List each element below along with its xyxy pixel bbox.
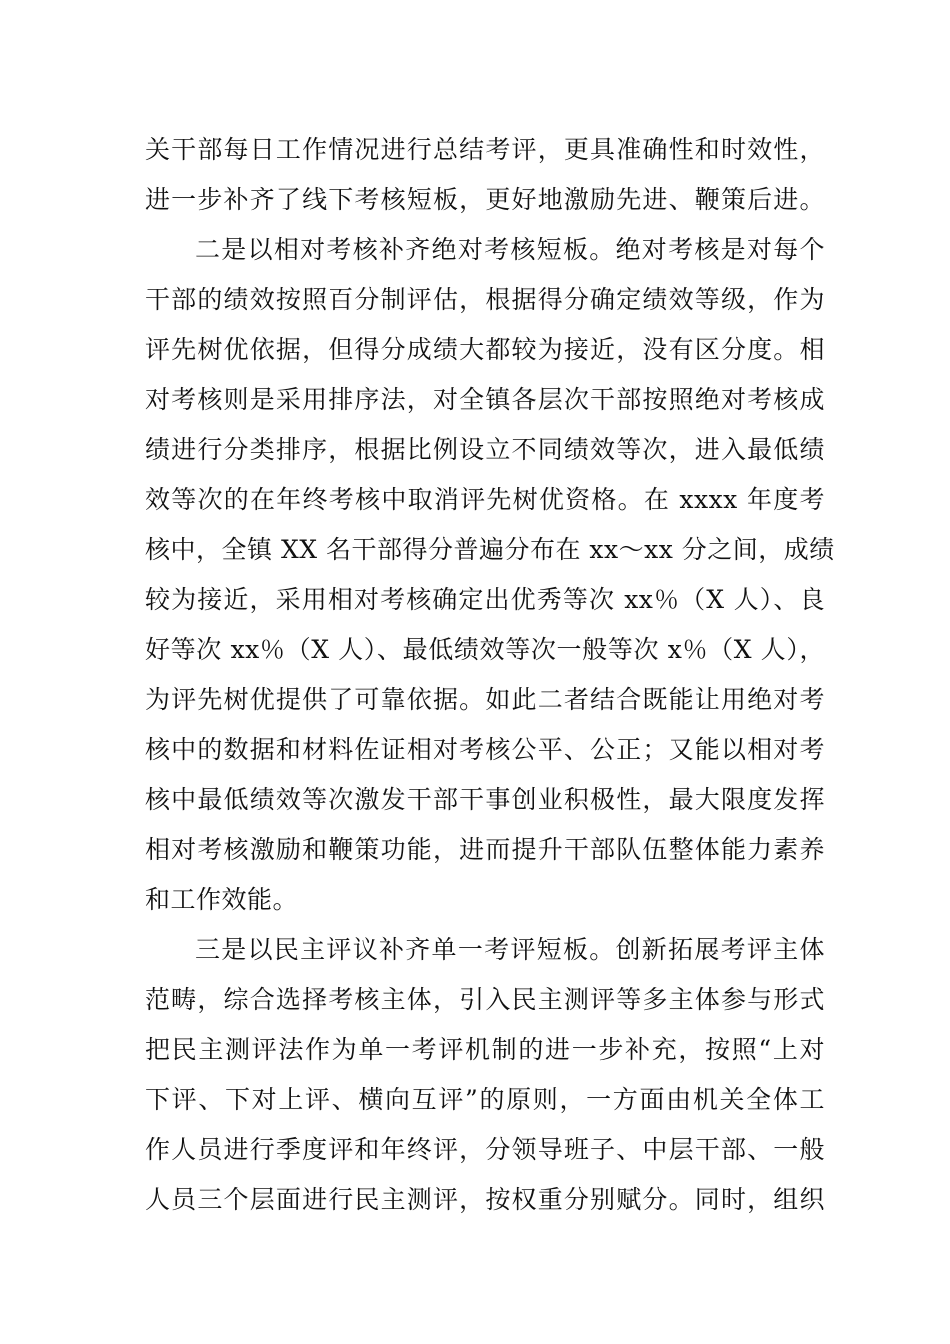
paragraph-start-line: 二是以相对考核补齐绝对考核短板。绝对考核是对每个 — [195, 235, 825, 264]
text-line: 效等次的在年终考核中取消评先树优资格。在 xxxx 年度考 — [145, 485, 825, 514]
text-line: 关干部每日工作情况进行总结考评，更具准确性和时效性， — [145, 135, 825, 164]
text-line: 下评、下对上评、横向互评”的原则，一方面由机关全体工 — [145, 1085, 825, 1114]
text-line: 对考核则是采用排序法，对全镇各层次干部按照绝对考核成 — [145, 385, 825, 414]
text-line: 干部的绩效按照百分制评估，根据得分确定绩效等级，作为 — [145, 285, 825, 314]
text-line: 作人员进行季度评和年终评，分领导班子、中层干部、一般 — [145, 1135, 825, 1164]
paragraph-end-line: 和工作效能。 — [145, 885, 299, 914]
text-line: 评先树优依据，但得分成绩大都较为接近，没有区分度。相 — [145, 335, 825, 364]
text-line: 范畴，综合选择考核主体，引入民主测评等多主体参与形式 — [145, 985, 825, 1014]
text-line: 核中，全镇 XX 名干部得分普遍分布在 xx～xx 分之间，成绩 — [145, 535, 835, 564]
text-line: 进一步补齐了线下考核短板，更好地激励先进、鞭策后进。 — [145, 185, 825, 214]
text-line: 为评先树优提供了可靠依据。如此二者结合既能让用绝对考 — [145, 685, 825, 714]
text-line: 核中最低绩效等次激发干部干事创业积极性，最大限度发挥 — [145, 785, 825, 814]
text-line: 人员三个层面进行民主测评，按权重分别赋分。同时，组织 — [145, 1185, 825, 1214]
text-line: 把民主测评法作为单一考评机制的进一步补充，按照“上对 — [145, 1035, 825, 1064]
text-line: 好等次 xx％（X 人）、最低绩效等次一般等次 x％（X 人）， — [145, 635, 825, 664]
text-line: 相对考核激励和鞭策功能，进而提升干部队伍整体能力素养 — [145, 835, 825, 864]
paragraph-start-line: 三是以民主评议补齐单一考评短板。创新拓展考评主体 — [195, 935, 825, 964]
text-line: 核中的数据和材料佐证相对考核公平、公正；又能以相对考 — [145, 735, 825, 764]
text-line: 绩进行分类排序，根据比例设立不同绩效等次，进入最低绩 — [145, 435, 825, 464]
text-line: 较为接近，采用相对考核确定出优秀等次 xx％（X 人）、良 — [145, 585, 825, 614]
